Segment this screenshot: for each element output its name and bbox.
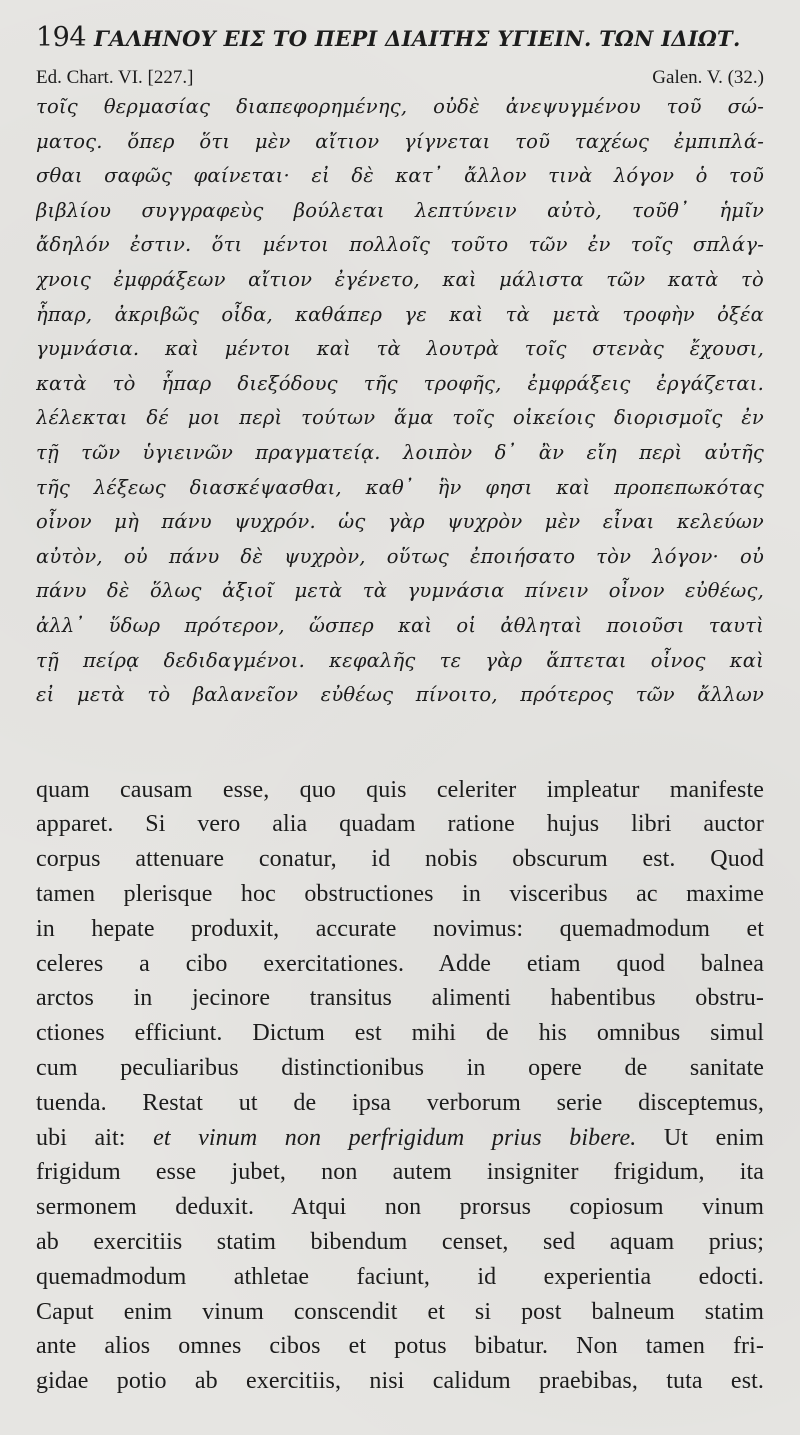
latin-line-with-quote xyxy=(36,1121,764,1156)
greek-line: εἰ μετὰ τὸ βαλανεῖον εὐθέως πίνοιτο, πρότερος τῶν ἄλλων xyxy=(36,683,764,707)
latin-line: celeres a cibo exercitationes. Adde etiam quod balnea xyxy=(36,950,764,977)
block-separator xyxy=(36,713,764,773)
latin-italic-quote: et vinum non perfrigidum prius bibere. xyxy=(153,1124,637,1151)
latin-line: tamen plerisque hoc obstructiones in visceribus ac maxime xyxy=(36,881,764,908)
page-number: 194 xyxy=(36,22,87,53)
latin-line: tuenda. Restat ut de ipsa verborum serie disceptemus, xyxy=(36,1089,764,1116)
running-head xyxy=(36,22,764,66)
greek-line: ἧπαρ, ἀκριβῶς οἶδα, καθάπερ γε καὶ τὰ μετὰ τροφὴν ὀξέα xyxy=(36,302,764,326)
latin-line: ante alios omnes cibos et potus bibatur. Non tamen fri- xyxy=(36,1333,764,1360)
latin-line: corpus attenuare conatur, id nobis obscurum est. Quod xyxy=(36,846,764,873)
latin-line: apparet. Si vero alia quadam ratione hujus libri auctor xyxy=(36,811,764,838)
latin-line: quam causam esse, quo quis celeriter impleatur manifeste xyxy=(36,776,764,803)
latin-line: sermonem deduxit. Atqui non prorsus copiosum vinum xyxy=(36,1194,764,1221)
latin-line: ctiones efficiunt. Dictum est mihi de his omnibus simul xyxy=(36,1020,764,1047)
greek-line: αὐτὸν, οὐ πάνυ δὲ ψυχρὸν, οὕτως ἐποιήσατο τὸν λόγον· οὐ xyxy=(36,544,764,568)
edition-reference-line xyxy=(36,66,764,90)
latin-line: arctos in jecinore transitus alimenti habentibus obstru- xyxy=(36,985,764,1012)
greek-line: γυμνάσια. καὶ μέντοι καὶ τὰ λουτρὰ τοῖς στενὰς ἔχουσι, xyxy=(36,337,764,361)
latin-line: cum peculiaribus distinctionibus in opere de sanitate xyxy=(36,1055,764,1082)
greek-line: τῆς λέξεως διασκέψασθαι, καθ᾽ ἣν φησι καὶ προπεπωκότας xyxy=(36,475,764,499)
latin-line-tail: Ut enim xyxy=(663,1124,764,1151)
edition-right: Galen. V. (32.) xyxy=(652,67,764,88)
greek-line: τῇ τῶν ὑγιεινῶν πραγματείᾳ. λοιπὸν δ᾽ ἂν εἴη περὶ αὐτῆς xyxy=(36,440,764,464)
greek-line: τῇ πείρᾳ δεδιδαγμένοι. κεφαλῆς τε γὰρ ἅπτεται οἶνος καὶ xyxy=(36,648,764,672)
latin-line: gidae potio ab exercitiis, nisi calidum praebibas, tuta est. xyxy=(36,1368,764,1395)
greek-line: λέλεκται δέ μοι περὶ τούτων ἅμα τοῖς οἰκείοις διορισμοῖς ἐν xyxy=(36,406,764,430)
greek-line: κατὰ τὸ ἧπαρ διεξόδους τῆς τροφῆς, ἐμφράξεις ἐργάζεται. xyxy=(36,371,764,395)
greek-line: πάνυ δὲ ὅλως ἀξιοῖ μετὰ τὰ γυμνάσια πίνειν οἶνον εὐθέως, xyxy=(36,579,764,603)
greek-line: τοῖς θερμασίας διαπεφορημένης, οὐδὲ ἀνεψυγμένου τοῦ σώ- xyxy=(36,95,764,118)
greek-line: ματος. ὅπερ ὅτι μὲν αἴτιον γίγνεται τοῦ ταχέως ἐμπιπλά- xyxy=(36,129,764,153)
greek-line: σθαι σαφῶς φαίνεται· εἰ δὲ κατ᾽ ἄλλον τινὰ λόγον ὁ τοῦ xyxy=(36,164,764,188)
greek-line: χνοις ἐμφράξεων αἴτιον ἐγένετο, καὶ μάλιστα τῶν κατὰ τὸ xyxy=(36,267,764,291)
greek-line: ἄδηλόν ἐστιν. ὅτι μέντοι πολλοῖς τοῦτο τῶν ἐν τοῖς σπλάγ- xyxy=(36,233,764,257)
edition-left: Ed. Chart. VI. [227.] xyxy=(36,67,194,88)
greek-line: βιβλίου συγγραφεὺς βούλεται λεπτύνειν αὐτὸ, τοῦθ᾽ ἡμῖν xyxy=(36,198,764,222)
latin-line: Caput enim vinum conscendit et si post balneum statim xyxy=(36,1298,764,1325)
latin-line: in hepate produxit, accurate novimus: quemadmodum et xyxy=(36,915,764,942)
greek-line: οἶνον μὴ πάνυ ψυχρόν. ὡς γὰρ ψυχρὸν μὲν εἶναι κελεύων xyxy=(36,510,764,534)
latin-text-block xyxy=(36,773,764,1399)
greek-text-block xyxy=(36,90,764,713)
latin-line: frigidum esse jubet, non autem insigniter frigidum, ita xyxy=(36,1159,764,1186)
latin-line: quemadmodum athletae faciunt, id experientia edocti. xyxy=(36,1263,764,1290)
latin-line-lead: ubi ait: xyxy=(36,1124,126,1151)
running-title: ΓΑΛΗΝΟΥ ΕΙΣ ΤΟ ΠΕΡΙ ΔΙΑΙΤΗΣ ΥΓΙΕΙΝ. ΤΩΝ ΙΔΙΩΤ. xyxy=(94,26,741,51)
greek-line: ἀλλ᾽ ὕδωρ πρότερον, ὥσπερ καὶ οἱ ἀθληταὶ ποιοῦσι ταυτὶ xyxy=(36,613,764,637)
latin-line: ab exercitiis statim bibendum censet, sed aquam prius; xyxy=(36,1229,764,1256)
